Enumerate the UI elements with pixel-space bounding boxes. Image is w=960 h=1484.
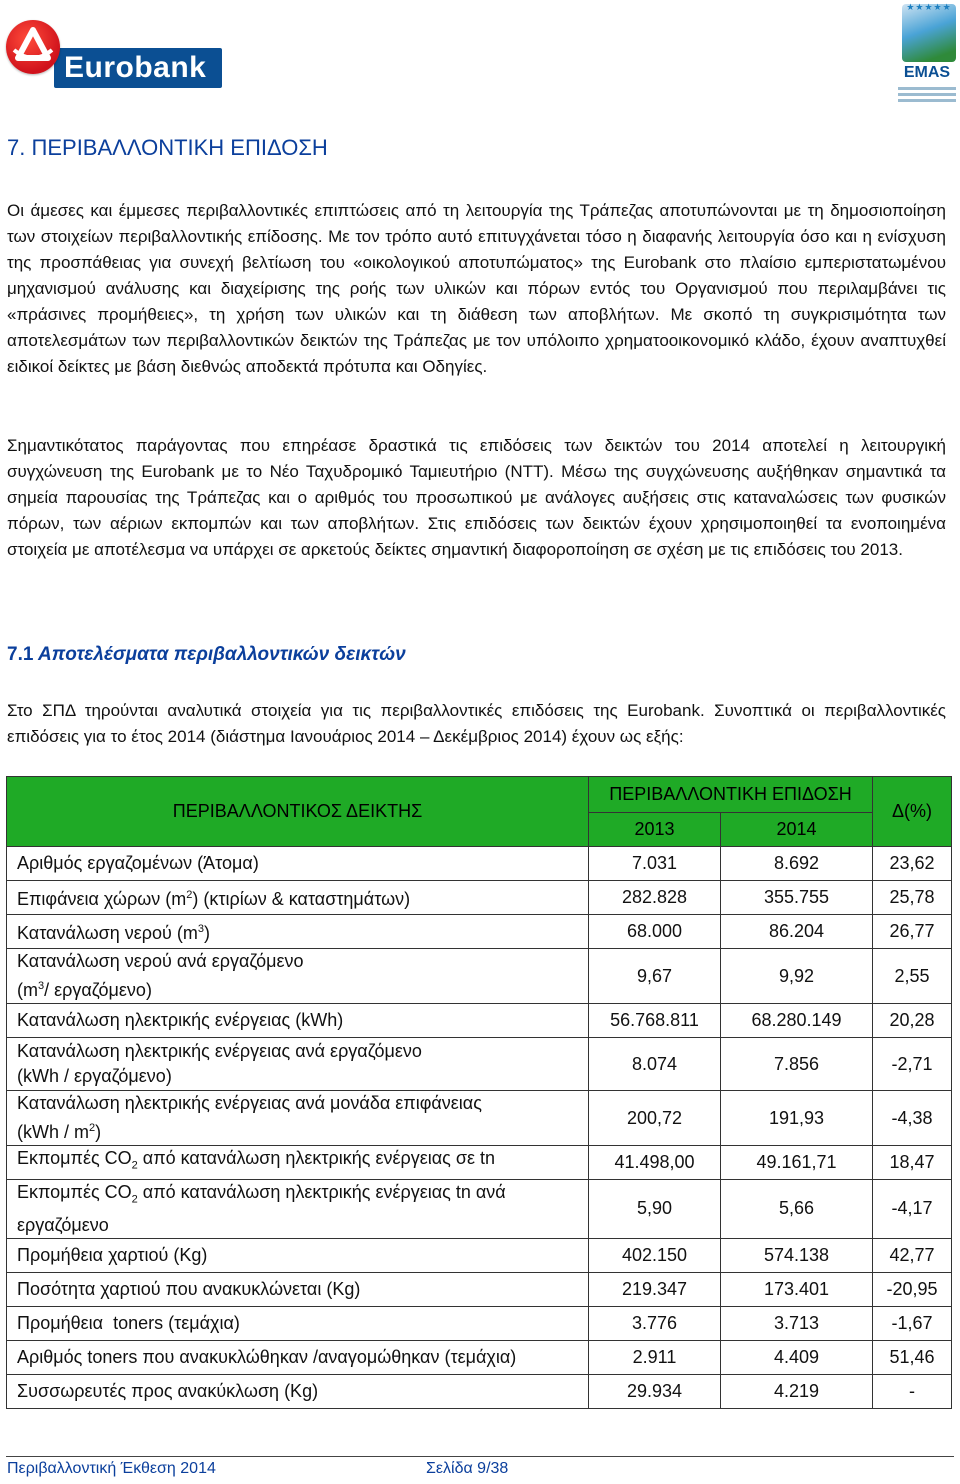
merger-paragraph: Σημαντικότατος παράγοντας που επηρέασε δραστικά τις επιδόσεις των δεικτών του 2014 αποτελεί η λειτουργική συγχώνευση της Eurobank με το Νέο Ταχυδρομικό Ταμιευτήριο (ΝΤΤ). Μέσω της συγχώνευσης αυξήθηκαν σημαντικά τα σημεία παρουσίας της Τράπεζας και ο αριθμός του προσωπικού με ανάλογες αυξήσεις στις καταναλώσεις των φυσικών πόρων, των αέριων εκπομπών και των αποβλήτων. Στις επιδόσεις των δεικτών έχουν χρησιμοποιηθεί τα ενοποιημένα στοιχεία με αποτέλεσμα να υπάρχει σε αρκετούς δείκτες σημαντική διαφοροποίηση σε σχέση με τις επιδόσεις του 2013. — [7, 436, 946, 559]
value-2014: 68.280.149 — [721, 1004, 873, 1038]
table-row — [7, 1146, 952, 1180]
row-label: Κατανάλωση ηλεκτρικής ενέργειας (kWh) — [7, 1004, 589, 1038]
table-row — [7, 1238, 952, 1272]
delta-value: 51,46 — [873, 1340, 952, 1374]
emas-caption-lines — [898, 84, 956, 105]
delta-value: -4,17 — [873, 1180, 952, 1239]
value-2013: 9,67 — [589, 949, 721, 1004]
page-header — [0, 0, 960, 120]
value-2013: 68.000 — [589, 915, 721, 949]
row-label: Αριθμός εργαζομένων (Άτομα) — [7, 847, 589, 881]
value-2013: 282.828 — [589, 881, 721, 915]
footer-divider — [6, 1456, 954, 1457]
table-row — [7, 881, 952, 915]
delta-value: - — [873, 1374, 952, 1408]
delta-value: -20,95 — [873, 1272, 952, 1306]
indicator-header: ΠΕΡΙΒΑΛΛΟΝΤΙΚΟΣ ΔΕΙΚΤΗΣ — [7, 777, 589, 847]
delta-header: Δ(%) — [873, 777, 952, 847]
value-2014: 7.856 — [721, 1038, 873, 1091]
row-label: Συσσωρευτές προς ανακύκλωση (Kg) — [7, 1374, 589, 1408]
delta-value: 18,47 — [873, 1146, 952, 1180]
value-2014: 5,66 — [721, 1180, 873, 1239]
eu-stars-icon: ★★★★★ — [906, 2, 952, 12]
table-row — [7, 1091, 952, 1146]
row-label: Εκπομπές $CO_2$ από κατανάλωση ηλεκτρικής ενέργειας σε tn — [7, 1146, 589, 1180]
emas-label: EMAS — [903, 64, 951, 81]
table-row — [7, 1306, 952, 1340]
delta-value: 2,55 — [873, 949, 952, 1004]
row-label: Αριθμός toners που ανακυκλώθηκαν /αναγομώθηκαν (τεμάχια) — [7, 1340, 589, 1374]
delta-value: 23,62 — [873, 847, 952, 881]
row-label: Εκπομπές $CO_2$ από κατανάλωση ηλεκτρικής ενέργειας tn ανά εργαζόμενο — [7, 1180, 589, 1239]
table-row — [7, 1272, 952, 1306]
delta-value: -4,38 — [873, 1091, 952, 1146]
table-row — [7, 1374, 952, 1408]
row-label: Προμήθεια χαρτιού (Kg) — [7, 1238, 589, 1272]
intro-paragraph: Οι άμεσες και έμμεσες περιβαλλοντικές επιπτώσεις από τη λειτουργία της Τράπεζας αποτυπώνονται με τη δημοσιοποίηση των στοιχείων περιβαλλοντικής επίδοσης. Με τον τρόπο αυτό επιτυγχάνεται τόσο η διαφανής λειτουργία όσο και η ενίσχυση της προσπάθειας για συνεχή βελτίωση του «οικολογικού αποτυπώματος» της Eurobank στο πλαίσιο εμπεριστατωμένου μηχανισμού ανάλυσης και διαχείρισης της ροής των υλικών και πόρων εντός του Οργανισμού που περιλαμβάνει τις «πράσινες προμήθειες», τη χρήση των υλικών και τη διάθεση των αποβλήτων. Με σκοπό τη συγκρισιμότητα των αποτελεσμάτων των περιβαλλοντικών δεικτών της Τράπεζας με τον υπόλοιπο χρηματοοικονομικό κλάδο, έχουν αναπτυχθεί ειδικοί δείκτες με βάση διεθνώς αποδεκτά πρότυπα και Οδηγίες. — [7, 201, 946, 376]
eurobank-logo — [6, 18, 220, 88]
row-label: Επιφάνεια χώρων $(m^2)$ (κτιρίων & καταστημάτων) — [7, 881, 589, 915]
eurobank-emblem-icon — [6, 20, 60, 74]
value-2013: 2.911 — [589, 1340, 721, 1374]
value-2014: 173.401 — [721, 1272, 873, 1306]
value-2013: 219.347 — [589, 1272, 721, 1306]
delta-value: 20,28 — [873, 1004, 952, 1038]
value-2013: 29.934 — [589, 1374, 721, 1408]
delta-value: 42,77 — [873, 1238, 952, 1272]
value-2013: 5,90 — [589, 1180, 721, 1239]
performance-header: ΠΕΡΙΒΑΛΛΟΝΤΙΚΗ ΕΠΙΔΟΣΗ — [589, 777, 873, 813]
delta-value: -1,67 — [873, 1306, 952, 1340]
value-2014: 4.409 — [721, 1340, 873, 1374]
footer-page-number: Σελίδα 9/38 — [426, 1460, 509, 1477]
row-label: Κατανάλωση ηλεκτρικής ενέργειας ανά μονάδα επιφάνειας $(kWh / m^2)$ — [7, 1091, 589, 1146]
table-row — [7, 1180, 952, 1239]
value-2013: 3.776 — [589, 1306, 721, 1340]
value-2014: 574.138 — [721, 1238, 873, 1272]
summary-paragraph: Στο ΣΠΔ τηρούνται αναλυτικά στοιχεία για τις περιβαλλοντικές επιδόσεις της Eurobank. Συνοπτικά οι περιβαλλοντικές επιδόσεις για το έτος 2014 (διάστημα Ιανουάριος 2014 – Δεκέμβριος 2014) έχουν ως εξής: — [7, 701, 946, 746]
value-2013: 402.150 — [589, 1238, 721, 1272]
value-2014: 86.204 — [721, 915, 873, 949]
table-row — [7, 1004, 952, 1038]
table-row — [7, 915, 952, 949]
row-label: Κατανάλωση νερού ανά εργαζόμενο ($m^3/$ εργαζόμενο) — [7, 949, 589, 1004]
delta-value: -2,71 — [873, 1038, 952, 1091]
section-title: Αποτελέσματα περιβαλλοντικών δεικτών — [38, 644, 406, 665]
value-2014: 3.713 — [721, 1306, 873, 1340]
value-2014: 8.692 — [721, 847, 873, 881]
value-2014: 9,92 — [721, 949, 873, 1004]
table-row — [7, 847, 952, 881]
section-number: 7.1 — [7, 644, 34, 665]
value-2013: 41.498,00 — [589, 1146, 721, 1180]
value-2014: 355.755 — [721, 881, 873, 915]
year-2013-header: 2013 — [589, 813, 721, 847]
row-label: Προμήθεια toners (τεμάχια) — [7, 1306, 589, 1340]
row-label: Ποσότητα χαρτιού που ανακυκλώνεται (Kg) — [7, 1272, 589, 1306]
section-heading — [7, 644, 406, 666]
table-row — [7, 1340, 952, 1374]
value-2014: 49.161,71 — [721, 1146, 873, 1180]
value-2013: 7.031 — [589, 847, 721, 881]
brand-name: Eurobank — [64, 51, 207, 84]
table-row — [7, 1038, 952, 1091]
page-title: 7. ΠΕΡΙΒΑΛΛΟΝΤΙΚΗ ΕΠΙΔΟΣΗ — [7, 135, 328, 160]
row-label: Κατανάλωση ηλεκτρικής ενέργειας ανά εργαζόμενο (kWh / εργαζόμενο) — [7, 1038, 589, 1091]
value-2013: 56.768.811 — [589, 1004, 721, 1038]
footer-report-title: Περιβαλλοντική Έκθεση 2014 — [7, 1460, 216, 1477]
value-2014: 4.219 — [721, 1374, 873, 1408]
row-label: Κατανάλωση νερού $(m^3)$ — [7, 915, 589, 949]
delta-value: 26,77 — [873, 915, 952, 949]
year-2014-header: 2014 — [721, 813, 873, 847]
environmental-indicators-table — [6, 776, 952, 1409]
value-2013: 200,72 — [589, 1091, 721, 1146]
value-2014: 191,93 — [721, 1091, 873, 1146]
value-2013: 8.074 — [589, 1038, 721, 1091]
table-row — [7, 949, 952, 1004]
delta-value: 25,78 — [873, 881, 952, 915]
emas-logo — [894, 0, 960, 112]
